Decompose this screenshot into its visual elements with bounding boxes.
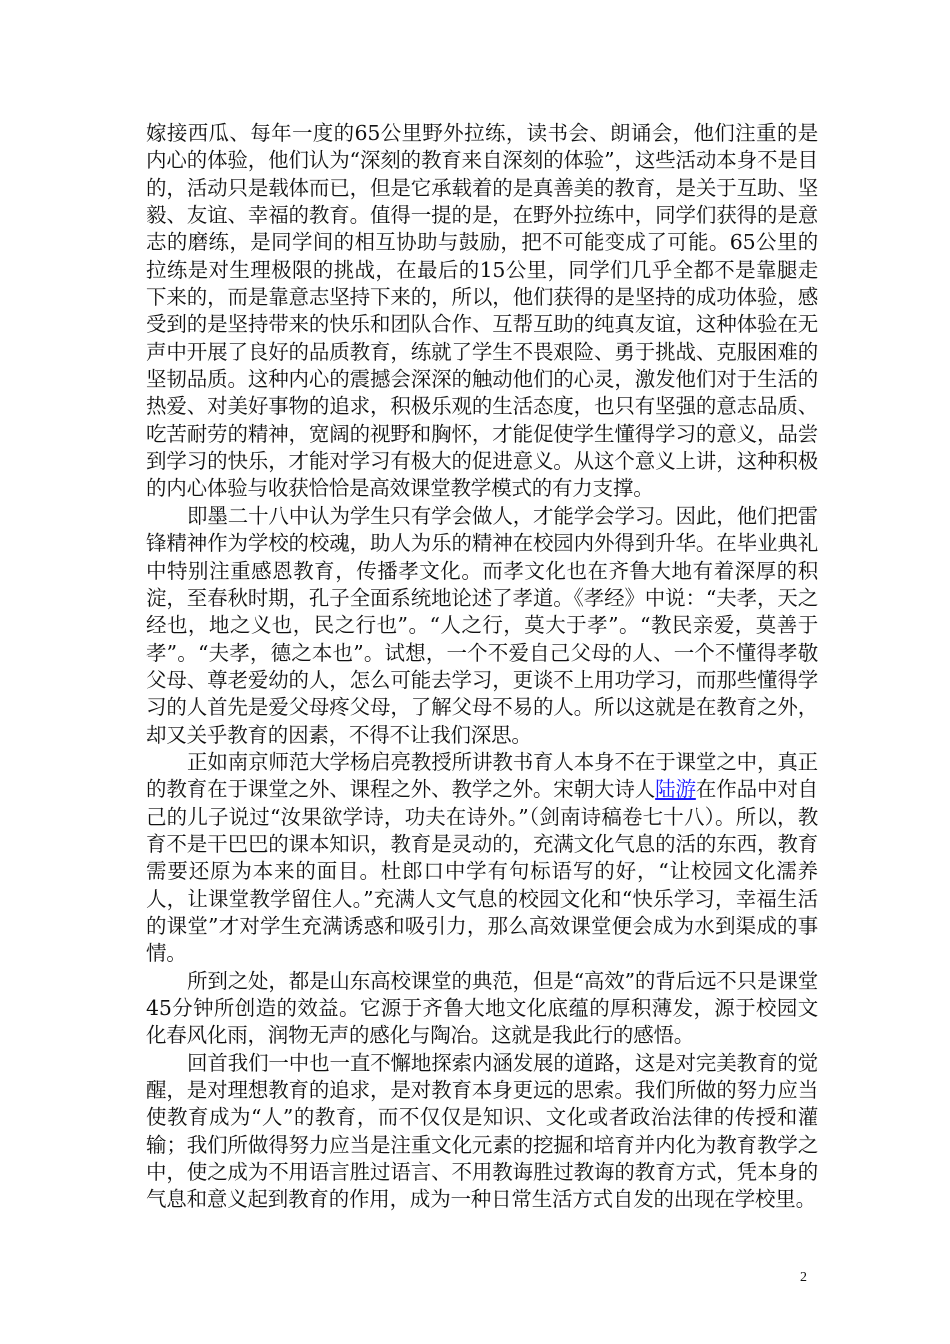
- paragraph: [146, 749, 818, 968]
- paragraph-text: 在作品中对自己的儿子说过“汝果欲学诗，功夫在诗外。”（剑南诗稿卷七十八）。所以，教育不是干巴巴的课本知识，教育是灵动的，充满文化气息的活的东西，教育需要还原为本来的面目。杜郎口中学有句标语写的好，“让校园文化濡养人，让课堂教学留住人。”充满人文气息的校园文化和“快乐学习，幸福生活的课堂”才对学生充满诱惑和吸引力，那么高效课堂便会成为水到渠成的事情。: [146, 777, 818, 966]
- paragraph: [146, 120, 818, 503]
- paragraph-text: 嫁接西瓜、每年一度的65公里野外拉练，读书会、朗诵会，他们注重的是内心的体验，他们认为“深刻的教育来自深刻的体验”，这些活动本身不是目的，活动只是载体而已，但是它承载着的是真善美的教育，是关于互助、坚毅、友谊、幸福的教育。值得一提的是，在野外拉练中，同学们获得的是意志的磨练，是同学间的相互协助与鼓励，把不可能变成了可能。65公里的拉练是对生理极限的挑战，在最后的15公里，同学们几乎全都不是靠腿走下来的，而是靠意志坚持下来的，所以，他们获得的是坚持的成功体验，感受到的是坚持带来的快乐和团队合作、互帮互助的纯真友谊，这种体验在无声中开展了良好的品质教育，练就了学生不畏艰险、勇于挑战、克服困难的坚韧品质。这种内心的震撼会深深的触动他们的心灵，激发他们对于生活的热爱、对美好事物的追求，积极乐观的生活态度，也只有坚强的意志品质、吃苦耐劳的精神，宽阔的视野和胸怀，才能促使学生懂得学习的意义，品尝到学习的快乐，才能对学习有极大的促进意义。从这个意义上讲，这种积极的内心体验与收获恰恰是高效课堂教学模式的有力支撑。: [146, 121, 818, 501]
- paragraph: [146, 503, 818, 749]
- page-number: 2: [800, 1270, 807, 1285]
- document-body: [146, 120, 818, 1214]
- paragraph: [146, 968, 818, 1050]
- hyperlink-lu-you[interactable]: 陆游: [655, 777, 696, 802]
- paragraph-text: 正如南京师范大学杨启亮教授所讲教书育人本身不在于课堂之中，真正的教育在于课堂之外、课程之外、教学之外。宋朝大诗人: [146, 749, 818, 802]
- paragraph-text: 回首我们一中也一直不懈地探索内涵发展的道路，这是对完美教育的觉醒，是对理想教育的追求，是对教育本身更远的思索。我们所做的努力应当使教育成为“人”的教育，而不仅仅是知识、文化或者政治法律的传授和灌输；我们所做得努力应当是注重文化元素的挖掘和培育并内化为教育教学之中，使之成为不用语言胜过语言、不用教诲胜过教诲的教育方式，凭本身的气息和意义起到教育的作用，成为一种日常生活方式自发的出现在学校里。: [146, 1050, 818, 1212]
- paragraph-text: 即墨二十八中认为学生只有学会做人，才能学会学习。因此，他们把雷锋精神作为学校的校魂，助人为乐的精神在校园内外得到升华。在毕业典礼中特别注重感恩教育，传播孝文化。而孝文化也在齐鲁大地有着深厚的积淀，至春秋时期，孔子全面系统地论述了孝道。《孝经》中说：“夫孝，天之经也，地之义也，民之行也”。“人之行，莫大于孝”。“教民亲爱，莫善于孝”。“夫孝，德之本也”。试想，一个不爱自己父母的人、一个不懂得孝敬父母、尊老爱幼的人，怎么可能去学习，更谈不上用功学习，而那些懂得学习的人首先是爱父母疼父母，了解父母不易的人。所以这就是在教育之外，却又关乎教育的因素，不得不让我们深思。: [146, 503, 818, 747]
- paragraph: [146, 1050, 818, 1214]
- paragraph-text: 所到之处，都是山东高校课堂的典范，但是“高效”的背后远不只是课堂45分钟所创造的效益。它源于齐鲁大地文化底蕴的厚积薄发，源于校园文化春风化雨，润物无声的感化与陶冶。这就是我此行的感悟。: [146, 968, 818, 1048]
